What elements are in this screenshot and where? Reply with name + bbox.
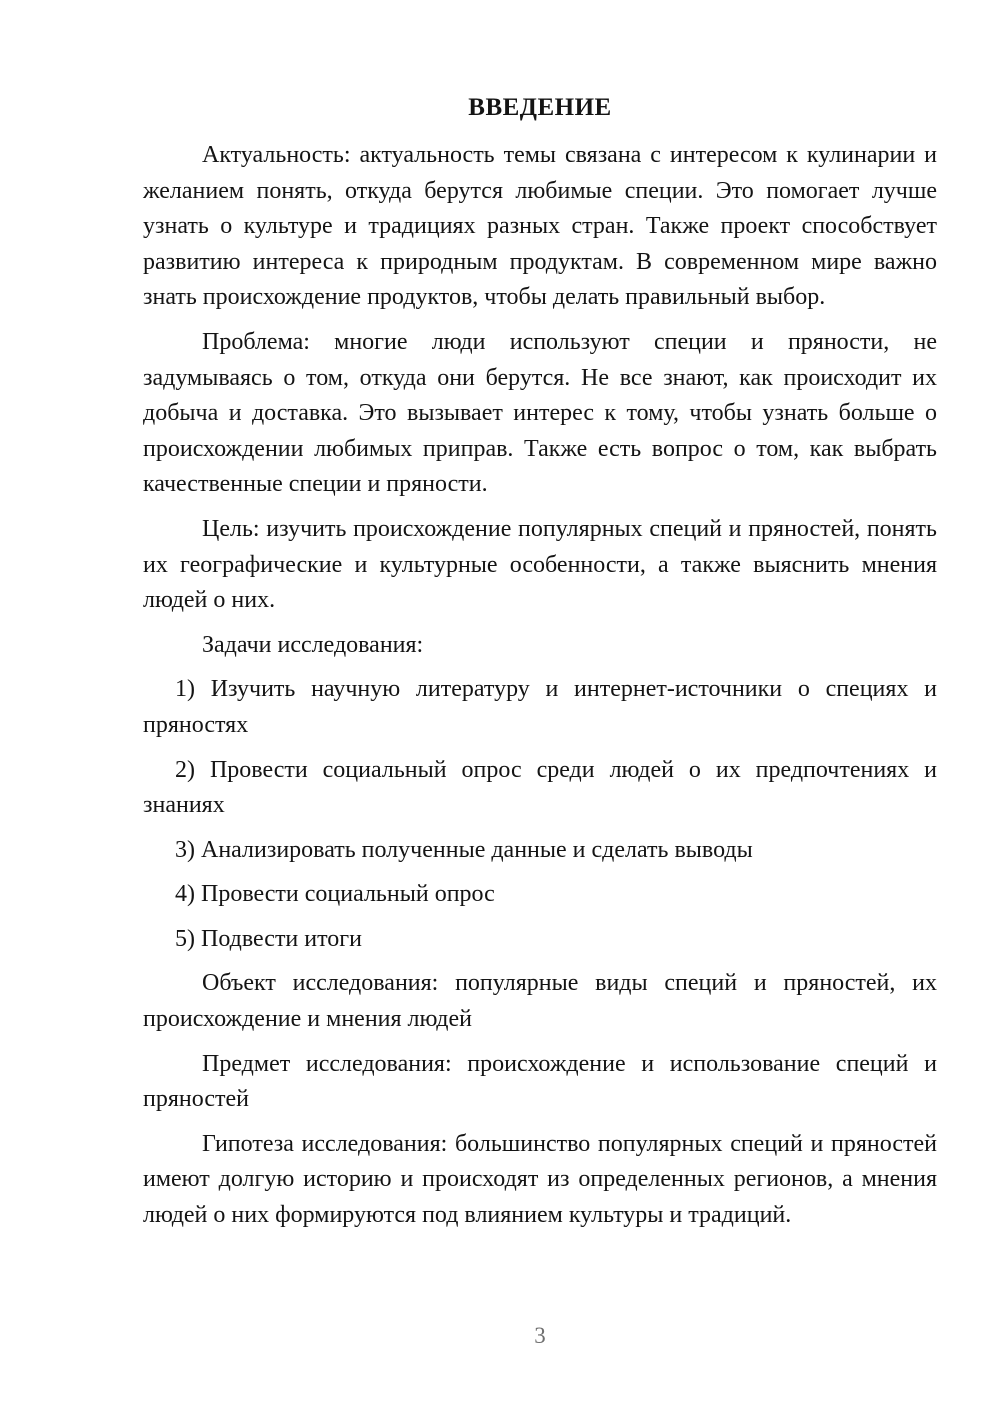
page-title: ВВЕДЕНИЕ xyxy=(468,94,612,121)
task-item-3: 3) Анализировать полученные данные и сделать выводы xyxy=(175,836,753,863)
paragraph-relevance: Актуальность: актуальность темы связана с интересом к кулинарии и желанием понять, откуда берутся любимые специи. Это помогает лучше узнать о культуре и традициях разных стран. Также проект способствует развитию интереса к природным продуктам. В современном мире важно знать происхождение продуктов, чтобы делать правильный выбор. xyxy=(143,142,937,311)
paragraph-goal: Цель: изучить происхождение популярных специй и пряностей, понять их географические и культурные особенности, а также выяснить мнения людей о них. xyxy=(143,515,937,614)
paragraph-subject: Предмет исследования: происхождение и использование специй и пряностей xyxy=(143,1050,937,1113)
task-item-4: 4) Провести социальный опрос xyxy=(175,881,495,908)
task-item-1: 1) Изучить научную литературу и интернет-источники о специях и пряностях xyxy=(143,676,937,738)
task-item-5: 5) Подвести итоги xyxy=(175,925,362,952)
paragraph-object: Объект исследования: популярные виды специй и пряностей, их происхождение и мнения людей xyxy=(143,970,937,1033)
tasks-heading: Задачи исследования: xyxy=(202,631,424,658)
task-item-2: 2) Провести социальный опрос среди людей о их предпочтениях и знаниях xyxy=(143,756,937,819)
paragraph-hypothesis: Гипотеза исследования: большинство популярных специй и пряностей имеют долгую историю и происходят из определенных регионов, а мнения людей о них формируются под влиянием культуры и традиций. xyxy=(143,1130,937,1229)
page-number: 3 xyxy=(534,1323,546,1348)
paragraph-problem: Проблема: многие люди используют специи и пряности, не задумываясь о том, откуда они берутся. Не все знают, как происходит их добыча и доставка. Это вызывает интерес к тому, чтобы узнать больше о происхождении любимых приправ. Также есть вопрос о том, как выбрать качественные специи и пряности. xyxy=(143,328,937,498)
